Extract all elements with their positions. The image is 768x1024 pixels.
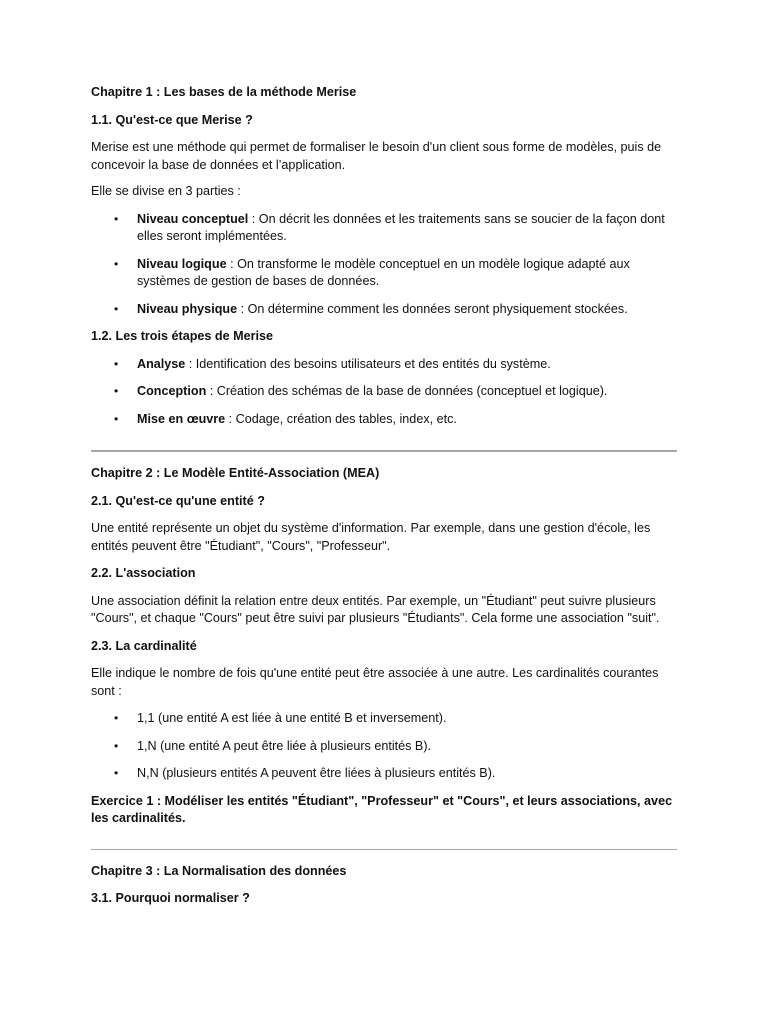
list-item [91, 211, 677, 246]
chapter-2-title: Chapitre 2 : Le Modèle Entité-Association (MEA) [91, 466, 380, 480]
cardinalities-list [91, 710, 677, 783]
description: N,N (plusieurs entités A peuvent être liées à plusieurs entités B). [137, 766, 496, 780]
section-2-2-title: 2.2. L'association [91, 566, 196, 580]
description: : On décrit les données et les traitements sans se soucier de la façon dont elles seront implémentées. [137, 211, 665, 243]
description: 1,1 (une entité A est liée à une entité B et inversement). [137, 711, 447, 725]
term: Analyse [137, 356, 186, 371]
bullet-icon: • [114, 256, 119, 271]
section-1-1-title: 1.1. Qu'est-ce que Merise ? [91, 112, 253, 127]
chapter-3-title: Chapitre 3 : La Normalisation des données [91, 863, 347, 878]
list-item [91, 710, 677, 728]
levels-list [91, 211, 677, 319]
description: : Identification des besoins utilisateurs et des entités du système. [185, 356, 551, 371]
bullet-icon: • [114, 356, 119, 371]
term: Niveau logique [137, 256, 227, 271]
description: : Création des schémas de la base de données (conceptuel et logique). [206, 384, 608, 398]
bullet-icon: • [114, 711, 119, 725]
term: Niveau conceptuel [137, 211, 249, 226]
list-item [91, 356, 677, 374]
exercise-1: Exercice 1 : Modéliser les entités "Étudiant", "Professeur" et "Cours", et leurs associations, avec les cardinalités. [91, 793, 673, 825]
document-page [91, 84, 677, 908]
chapter-1-title: Chapitre 1 : Les bases de la méthode Merise [91, 85, 357, 99]
list-item [91, 256, 677, 291]
section-2-1-paragraph: Une entité représente un objet du système d'information. Par exemple, dans une gestion d'école, les entités peuvent être "Étudiant", "Cours", "Professeur". [91, 521, 651, 553]
bullet-icon: • [114, 384, 119, 398]
list-item [91, 301, 677, 319]
bullet-icon: • [114, 301, 119, 316]
term: Mise en œuvre [137, 411, 226, 426]
section-1-1-intro: Elle se divise en 3 parties : [91, 184, 241, 198]
description: : On détermine comment les données seront physiquement stockées. [237, 301, 628, 316]
bullet-icon: • [114, 738, 119, 753]
section-2-3-title: 2.3. La cardinalité [91, 638, 197, 653]
term: Niveau physique [137, 301, 238, 316]
list-item [91, 765, 677, 783]
section-2-3-paragraph: Elle indique le nombre de fois qu'une entité peut être associée à une autre. Les cardinalités courantes sont : [91, 666, 659, 698]
bullet-icon: • [114, 411, 119, 426]
section-2-2-paragraph: Une association définit la relation entre deux entités. Par exemple, un "Étudiant" peut suivre plusieurs "Cours", et chaque "Cours" peut être suivi par plusieurs "Étudiants". Cela forme une association "suit". [91, 593, 660, 625]
description: : Codage, création des tables, index, etc. [225, 411, 457, 426]
section-1-2-title: 1.2. Les trois étapes de Merise [91, 329, 273, 343]
bullet-icon: • [114, 211, 119, 226]
steps-list [91, 356, 677, 429]
section-3-1-title: 3.1. Pourquoi normaliser ? [91, 891, 250, 905]
bullet-icon: • [114, 766, 119, 780]
list-item [91, 411, 677, 429]
section-2-1-title: 2.1. Qu'est-ce qu'une entité ? [91, 493, 265, 508]
section-1-1-paragraph: Merise est une méthode qui permet de formaliser le besoin d'un client sous forme de modèles, puis de concevoir la base de données et l’application. [91, 140, 662, 172]
description: 1,N (une entité A peut être liée à plusieurs entités B). [137, 738, 432, 753]
term: Conception [137, 384, 207, 398]
description: : On transforme le modèle conceptuel en un modèle logique adapté aux systèmes de gestion de bases de données. [137, 256, 630, 288]
list-item [91, 738, 677, 756]
list-item [91, 383, 677, 401]
